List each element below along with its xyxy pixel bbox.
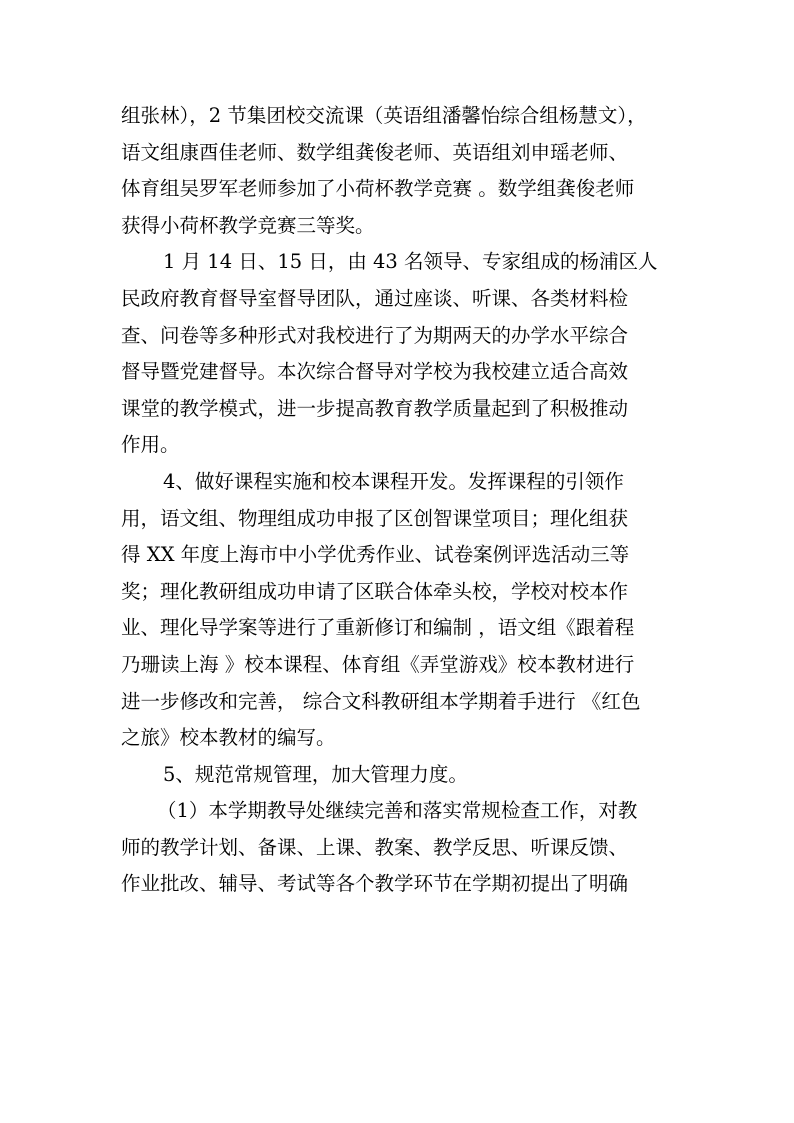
text-line: 督导暨党建督导。本次综合督导对学校为我校建立适合高效 [121, 360, 629, 384]
section-heading: 5、规范常规管理，加大管理力度。 [163, 762, 468, 786]
text-line: 乃珊读上海 》校本课程、体育组《弄堂游戏》校本教材进行 [121, 652, 635, 676]
paragraph-first-line: 4、做好课程实施和校本课程开发。发挥课程的引领作 [163, 469, 624, 493]
text-line: 查、问卷等多种形式对我校进行了为期两天的办学水平综合 [121, 323, 629, 347]
text-line: 组张林），2 节集团校交流课（英语组潘馨怡综合组杨慧文）， [121, 104, 647, 127]
paragraph-first-line: 1 月 14 日、15 日，由 43 名领导、专家组成的杨浦区人 [163, 250, 658, 274]
paragraph-first-line: （1）本学期教导处继续完善和落实常规检查工作，对教 [157, 799, 638, 823]
text-line: 作用。 [121, 433, 180, 457]
text-line: 业、理化导学案等进行了重新修订和编制 ，语文组《跟着程 [121, 616, 635, 640]
text-line: 民政府教育督导室督导团队，通过座谈、听课、各类材料检 [121, 286, 629, 310]
document-body [121, 98, 681, 903]
text-line: 体育组吴罗军老师参加了小荷杯教学竞赛 。数学组龚俊老师 [121, 177, 635, 201]
text-line: 获得小荷杯教学竞赛三等奖。 [121, 213, 375, 237]
text-line: 奖；理化教研组成功申请了区联合体牵头校，学校对校本作 [121, 579, 629, 603]
text-line: 用，语文组、物理组成功申报了区创智课堂项目；理化组获 [121, 506, 629, 530]
text-line: 得 XX 年度上海市中小学优秀作业、试卷案例评选活动三等 [121, 543, 630, 567]
text-line: 进一步修改和完善， 综合文科教研组本学期着手进行 《红色 [121, 689, 641, 713]
text-line: 师的教学计划、备课、上课、教案、教学反思、听课反馈、 [121, 835, 629, 859]
text-line: 之旅》校本教材的编写。 [121, 726, 336, 750]
text-line: 课堂的教学模式，进一步提高教育教学质量起到了积极推动 [121, 396, 629, 420]
text-line: 语文组康酉佳老师、数学组龚俊老师、英语组刘申瑶老师、 [121, 140, 629, 164]
text-line: 作业批改、辅导、考试等各个教学环节在学期初提出了明确 [121, 872, 629, 896]
